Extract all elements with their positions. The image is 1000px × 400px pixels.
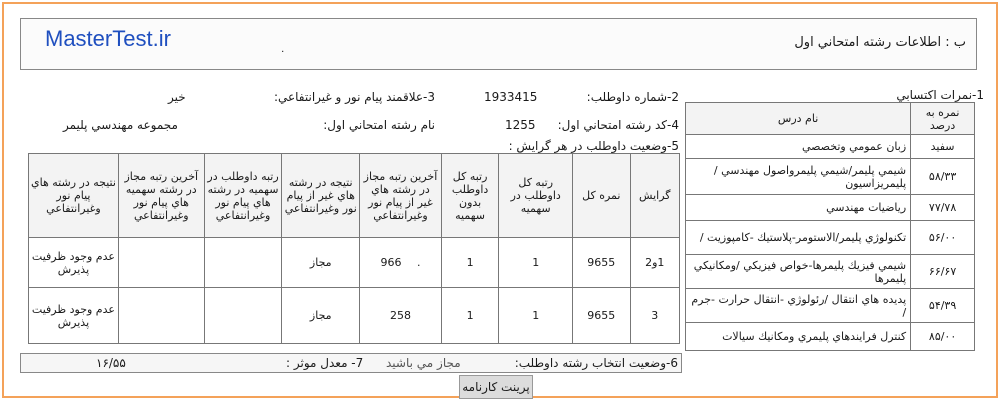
result-cell: مجاز — [282, 288, 360, 344]
branch-cell: 1و2 — [630, 238, 679, 288]
table-row — [686, 289, 975, 323]
section-b-title: ب : اطلاعات رشته امتحاني اول — [794, 35, 966, 50]
applicant-number-value: 1933415 — [484, 90, 538, 104]
last-rank-mark: . — [416, 256, 421, 269]
interest-label: 3-علاقمند پيام نور و غيرانتفاعي: — [273, 90, 435, 104]
section5-title: 5-وضعيت داوطلب در هر گرايش : — [508, 139, 679, 153]
status-header-rank-noquota: رتبه كل داوطلب بدون سهميه — [441, 154, 499, 238]
pn-result-cell: عدم وجود ظرفيت پذيرش — [29, 288, 119, 344]
total-cell: 9655 — [573, 288, 631, 344]
brand-watermark: MasterTest.ir — [45, 26, 171, 51]
course-name: كنترل فرايندهاي پليمري ومكانيك سيالات — [686, 323, 911, 351]
branch-cell: 3 — [630, 288, 679, 344]
course-score: ۷۷/۷۸ — [911, 195, 975, 221]
course-score: ۵۸/۳۳ — [911, 159, 975, 195]
course-score: ۵۴/۳۹ — [911, 289, 975, 323]
course-name: شيمي پليمر/شيمي پليمرواصول مهندسي / پليمريزاسيون — [686, 159, 911, 195]
course-score: ۵۶/۰۰ — [911, 221, 975, 255]
exam-code-label: 4-كد رشته امتحاني اول: — [557, 118, 679, 132]
status-header-branch: گرايش — [630, 154, 679, 238]
grades-header-score: نمره به درصد — [911, 103, 975, 135]
last-rank-value: 966 — [380, 256, 402, 269]
status-header-pn-last: آخرين رتبه مجاز در رشته سهميه هاي پيام نور وغيرانتفاعي — [118, 154, 204, 238]
table-row — [686, 135, 975, 159]
table-row — [29, 288, 680, 344]
course-name: پديده هاي انتقال /رئولوژي -انتقال حرارت -جرم / — [686, 289, 911, 323]
section6-label: 6-وضعيت انتخاب رشته داوطلب: — [514, 356, 678, 370]
table-row — [686, 255, 975, 289]
exam-field-value: مجموعه مهندسي پليمر — [63, 118, 178, 132]
grades-table — [685, 102, 975, 351]
status-header-pn-rank: رتبه داوطلب در سهميه در رشته هاي پيام نور وغيرانتفاعي — [204, 154, 282, 238]
section7-label: 7- معدل موثر : — [286, 356, 364, 370]
rank-quota-cell: 1 — [499, 288, 573, 344]
status-header-total: نمره كل — [573, 154, 631, 238]
last-rank-value: 258 — [389, 309, 411, 322]
rank-noquota-cell: 1 — [441, 288, 499, 344]
table-row — [686, 159, 975, 195]
course-name: رياضيات مهندسي — [686, 195, 911, 221]
course-score: ۸۵/۰۰ — [911, 323, 975, 351]
status-header-result: نتيجه در رشته هاي غير از پيام نور وغيرانتفاعي — [282, 154, 360, 238]
course-name: شيمي فيزيك پليمرها-خواص فيزيكي /ومكانيكي پليمرها — [686, 255, 911, 289]
last-rank-cell — [360, 288, 442, 344]
interest-value: خير — [168, 90, 186, 104]
status-table — [28, 153, 680, 344]
course-score: سفيد — [911, 135, 975, 159]
table-row — [29, 238, 680, 288]
applicant-number-label: 2-شماره داوطلب: — [586, 90, 679, 104]
grades-header-course: نام درس — [686, 103, 911, 135]
table-row — [686, 195, 975, 221]
exam-code-value: 1255 — [505, 118, 536, 132]
status-header-pn-result: نتيجه در رشته هاي پيام نور وغيرانتفاعي — [29, 154, 119, 238]
result-cell: مجاز — [282, 238, 360, 288]
section6-value: مجاز مي باشيد — [386, 356, 461, 370]
pn-last-cell — [118, 288, 204, 344]
course-name: تكنولوژي پليمر/الاستومر-پلاستيك -كامپوزيت / — [686, 221, 911, 255]
pn-rank-cell — [204, 288, 282, 344]
stray-mark: ٠ — [280, 46, 286, 57]
total-cell: 9655 — [573, 238, 631, 288]
section1-title: 1-نمرات اكتسابي — [896, 88, 984, 102]
status-header-rank-quota: رتبه كل داوطلب در سهميه — [499, 154, 573, 238]
rank-noquota-cell: 1 — [441, 238, 499, 288]
last-rank-cell — [360, 238, 442, 288]
rank-quota-cell: 1 — [499, 238, 573, 288]
pn-last-cell — [118, 238, 204, 288]
section7-value: ۱۶/۵۵ — [96, 356, 126, 370]
exam-field-label: نام رشته امتحاني اول: — [323, 118, 435, 132]
table-row — [686, 221, 975, 255]
course-name: زبان عمومي وتخصصي — [686, 135, 911, 159]
pn-rank-cell — [204, 238, 282, 288]
table-row — [686, 323, 975, 351]
course-score: ۶۶/۶۷ — [911, 255, 975, 289]
print-button[interactable]: پرينت كارنامه — [459, 375, 533, 399]
status-header-last-rank: آخرين رتبه مجاز در رشته هاي غير از پيام نور وغيرانتفاعي — [360, 154, 442, 238]
pn-result-cell: عدم وجود ظرفيت پذيرش — [29, 238, 119, 288]
